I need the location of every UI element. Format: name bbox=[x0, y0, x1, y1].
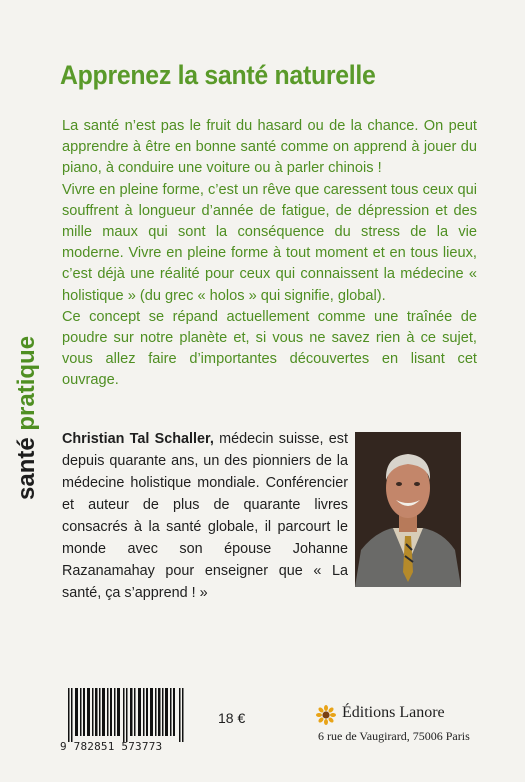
barcode-digits: 9 782851 573773 bbox=[60, 740, 163, 753]
author-bio-text: médecin suisse, est depuis quarante ans, un des pionniers de la médecine holistique mondiale. Conférencier et auteur de plus de quarante livres consacrés à la santé globale, il parcourt le monde avec son épouse Johanne Razanamahay pour enseigner que « La santé, ça s’apprend ! » bbox=[62, 431, 348, 601]
author-name: Christian Tal Schaller, bbox=[62, 431, 214, 447]
collection-label bbox=[10, 290, 50, 500]
author-portrait-image bbox=[355, 432, 461, 587]
publisher-name: Éditions Lanore bbox=[342, 704, 445, 721]
blurb bbox=[62, 116, 477, 392]
author-bio bbox=[62, 428, 348, 604]
blurb-paragraph: Vivre en pleine forme, c’est un rêve que caressent tous ceux qui souffrent à longueur d’année de fatigue, de dépression et des mille maux qui sont la conséquence du stress de la vie moderne. Vivre en pleine forme à tout moment et en tous lieux, c’est déjà une réalité pour ceux qui connaissent la médecine « holistique » (du grec « holos » qui signifie, global). bbox=[62, 181, 477, 304]
blurb-paragraph: La santé n’est pas le fruit du hasard ou de la chance. On peut apprendre à être en bonne santé comme on apprend à jouer du piano, à conduire une voiture ou à parler chinois ! bbox=[62, 118, 477, 177]
collection-word-pratique: pratique bbox=[13, 335, 40, 431]
barcode bbox=[60, 688, 188, 758]
publisher-address: 6 rue de Vaugirard, 75006 Paris bbox=[318, 729, 470, 743]
barcode-bars bbox=[68, 688, 184, 742]
price: 18 € bbox=[218, 710, 246, 726]
cover-title: Apprenez la santé naturelle bbox=[60, 60, 376, 90]
sunflower-logo-icon bbox=[316, 705, 336, 725]
blurb-paragraph: Ce concept se répand actuellement comme une traînée de poudre sur notre planète et, si vous ne savez rien à ce sujet, vous allez faire d’importantes découvertes en lisant cet ouvrage. bbox=[62, 308, 477, 389]
author-photo bbox=[355, 432, 461, 587]
collection-word-sante: santé bbox=[13, 437, 40, 500]
